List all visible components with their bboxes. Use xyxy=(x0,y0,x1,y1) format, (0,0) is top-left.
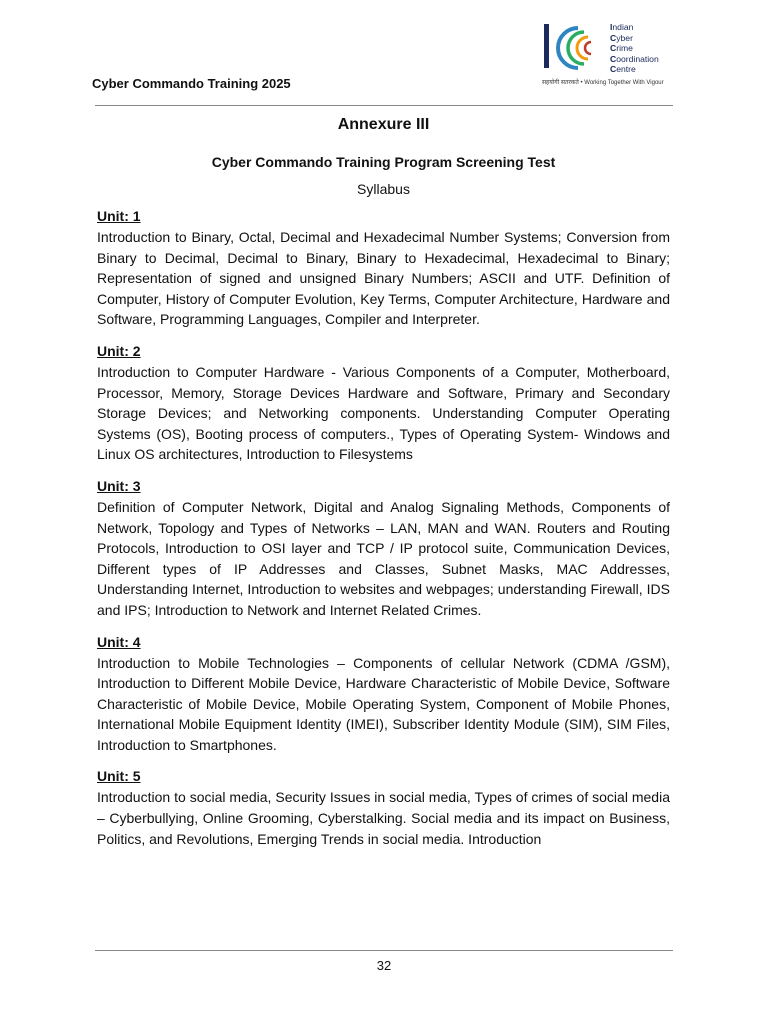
unit-heading: Unit: 1 xyxy=(97,208,141,224)
unit-body: Introduction to Mobile Technologies – Components of cellular Network (CDMA /GSM), Introduction to Different Mobile Device, Hardware Characteristic of Mobile Device, Software Characteristic of Mobile Device, Mobile Operating System, Component of Mobile Phones, International Mobile Equipment Identity (IMEI), Subscriber Identity Module (SIM), SIM Files, Introduction to Smartphones. xyxy=(97,654,670,753)
unit-heading: Unit: 5 xyxy=(97,768,141,785)
syllabus-heading: Syllabus xyxy=(357,181,410,197)
i4c-logo xyxy=(540,20,680,90)
unit-body: Introduction to Computer Hardware - Various Components of a Computer, Motherboard, Processor, Memory, Storage Devices Hardware and Software, Primary and Secondary Storage Devices; and Networking components. Understanding Computer Operating Systems (OS), Booting process of computers., Types of Operating System- Windows and Linux OS architectures, Introduction to Filesystems xyxy=(97,363,670,463)
unit-heading: Unit: 4 xyxy=(97,633,141,650)
header-divider xyxy=(95,105,673,106)
unit-section-3 xyxy=(97,477,670,621)
logo-text: Indian Cyber Crime Coordination Centre xyxy=(610,22,659,75)
unit-section-1 xyxy=(97,207,670,330)
page-number: 32 xyxy=(376,958,392,973)
program-title: Cyber Commando Training Program Screening Test xyxy=(211,154,556,170)
unit-body: Introduction to Binary, Octal, Decimal and Hexadecimal Number Systems; Conversion from Binary to Decimal, Decimal to Binary, Binary to Hexadecimal, Hexadecimal to Binary; Representation of signed and unsigned Binary Numbers; ASCII and UTF. Definition of Computer, History of Computer Evolution, Key Terms, Computer Architecture, Hardware and Software, Programming Languages, Compiler and Interpreter. xyxy=(97,229,670,328)
unit-body: Introduction to social media, Security Issues in social media, Types of crimes of social media – Cyberbullying, Online Grooming, Cyberstalking. Social media and its impact on Business, Politics, and Revolutions, Emerging Trends in social media. Introduction xyxy=(97,789,670,847)
i4c-logo-mark-icon xyxy=(540,20,606,78)
header-title: Cyber Commando Training 2025 xyxy=(92,76,291,91)
footer-divider xyxy=(95,950,673,951)
unit-body: Definition of Computer Network, Digital and Analog Signaling Methods, Components of Network, Topology and Types of Networks – LAN, MAN and WAN. Routers and Routing Protocols, Introduction to OSI layer and TCP / IP protocol suite, Communication Devices, Different types of IP Addresses and Classes, Subnet Masks, MAC Addresses, Understanding Internet, Introduction to websites and webpages; understanding Firewall, IDS and IPS; Introduction to Network and Internet Related Crimes. xyxy=(97,498,670,618)
unit-section-4 xyxy=(97,633,670,756)
unit-section-5 xyxy=(97,767,670,849)
logo-tagline: सहयोगी सतरकते • Working Together With Vigour xyxy=(542,80,664,86)
annexure-title: Annexure III xyxy=(337,116,430,133)
page-content xyxy=(97,114,670,861)
unit-heading: Unit: 3 xyxy=(97,477,141,494)
unit-heading: Unit: 2 xyxy=(97,342,141,359)
unit-section-2 xyxy=(97,342,670,465)
